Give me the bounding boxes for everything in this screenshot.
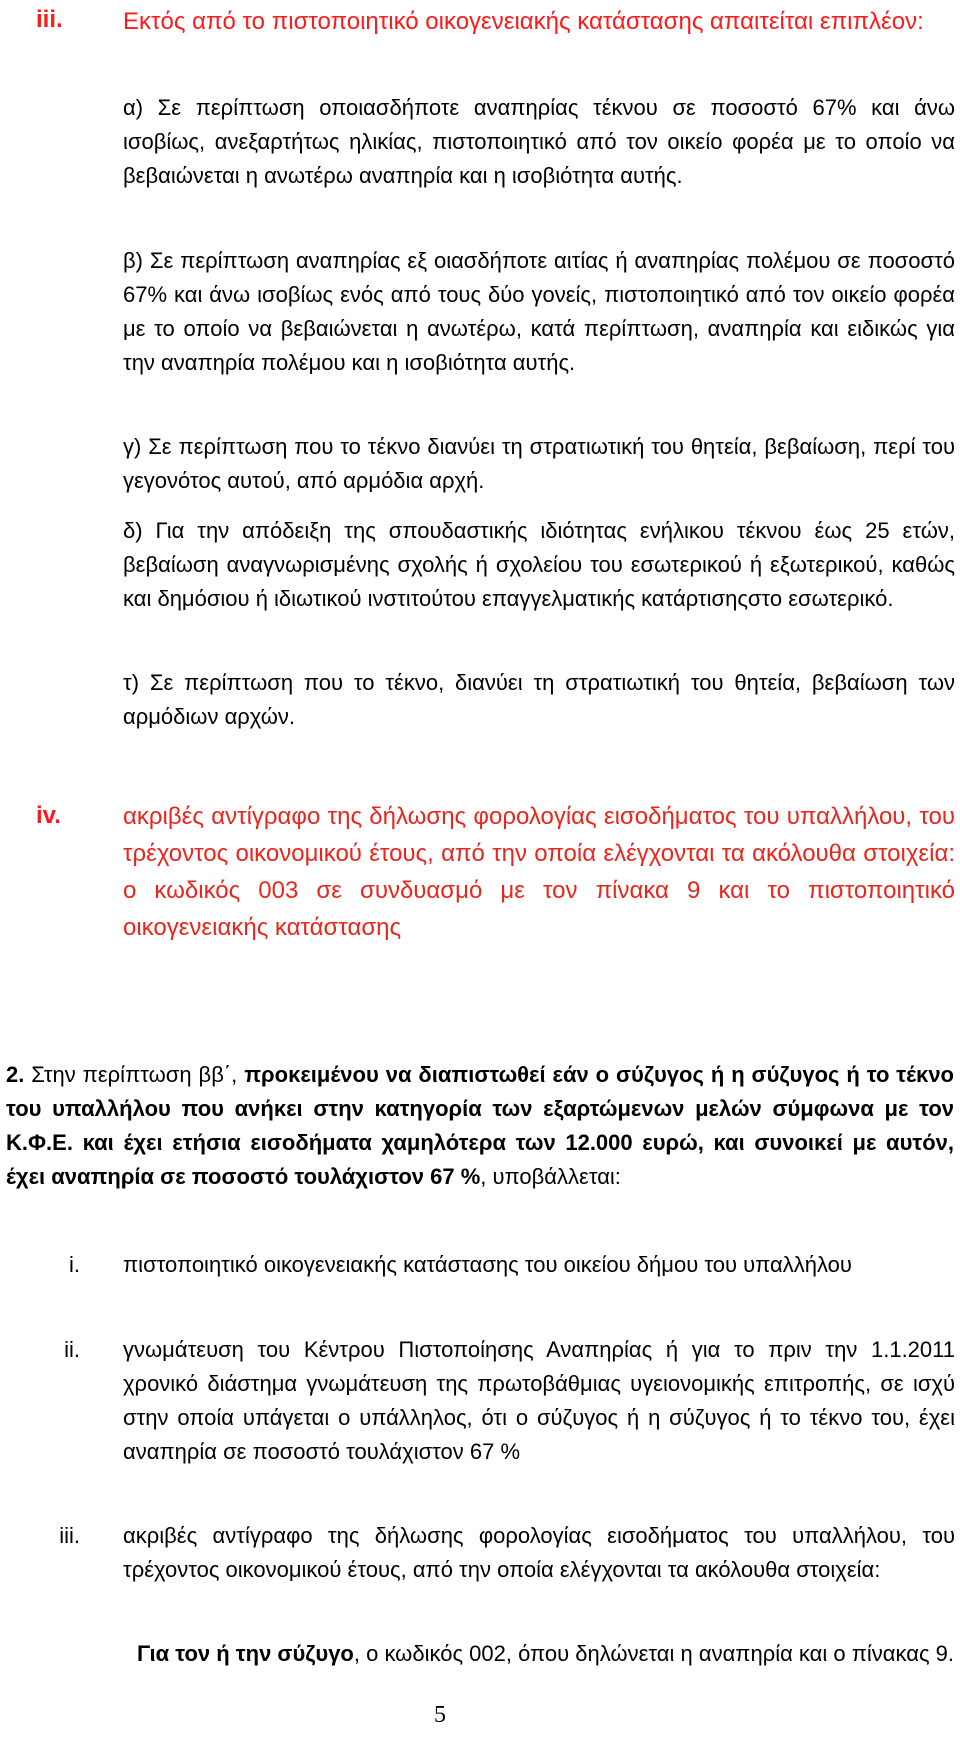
paragraph-b: β) Σε περίπτωση αναπηρίας εξ οιασδήποτε αιτίας ή αναπηρίας πολέμου σε ποσοστό 67% και άνω ισοβίως ενός από τους δύο γονείς, πιστοποιητικό από τον οικείο φορέα με το οποίο να βεβαιώνεται η ανωτέρω, κατά περίπτωση, αναπηρία και ειδικώς για την αναπηρία πολέμου και η ισοβιότητα αυτής. xyxy=(123,248,955,375)
spouse-paragraph xyxy=(137,1637,955,1671)
list-item-marker: iii. xyxy=(59,1523,80,1548)
section-iii-marker: iii. xyxy=(36,6,63,33)
page-number: 5 xyxy=(434,1702,446,1728)
list-item: πιστοποιητικό οικογενειακής κατάστασης του οικείου δήμου του υπαλλήλου xyxy=(123,1252,852,1277)
section-iv-marker: iv. xyxy=(36,802,61,829)
paragraph-d: δ) Για την απόδειξη της σπουδαστικής ιδιότητας ενήλικου τέκνου έως 25 ετών, βεβαίωση αναγνωρισμένης σχολής ή σχολείου του εσωτερικού ή εξωτερικού, καθώς και δημόσιου ή ιδιωτικού ινστιτούτου επαγγελματικής κατάρτισηςστο εσωτερικό. xyxy=(123,518,955,611)
paragraph-c: γ) Σε περίπτωση που το τέκνο διανύει τη στρατιωτική του θητεία, βεβαίωση, περί του γεγονότος αυτού, από αρμόδια αρχή. xyxy=(123,434,955,493)
section-2-bold-text: προκειμένου να διαπιστωθεί εάν ο σύζυγος ή η σύζυγος ή το τέκνο του υπαλλήλου που ανήκει στην κατηγορία των εξαρτώμενων μελών σύμφωνα με τον Κ.Φ.Ε. και έχει ετήσια εισοδήματα χαμηλότερα των 12.000 ευρώ, και συνοικεί με αυτόν, έχει αναπηρία σε ποσοστό τουλάχιστον 67 % xyxy=(6,1062,954,1189)
section-2-lead: Στην περίπτωση ββ΄, xyxy=(24,1062,245,1087)
list-item: ακριβές αντίγραφο της δήλωσης φορολογίας εισοδήματος του υπαλλήλου, του τρέχοντος οικονομικού έτους, από την οποία ελέγχονται τα ακόλουθα στοιχεία: xyxy=(123,1523,955,1582)
paragraph-t: τ) Σε περίπτωση που το τέκνο, διανύει τη στρατιωτική του θητεία, βεβαίωση των αρμόδιων αρχών. xyxy=(123,670,955,729)
section-2-intro xyxy=(6,1058,954,1194)
spouse-rest: , ο κωδικός 002, όπου δηλώνεται η αναπηρία και ο πίνακας 9. xyxy=(353,1641,955,1666)
list-item: γνωμάτευση του Κέντρου Πιστοποίησης Αναπηρίας ή για το πριν την 1.1.2011 χρονικό διάστημα γνωμάτευση της πρωτοβάθμιας υγειονομικής επιτροπής, σε ισχύ στην οποία υπάγεται ο υπάλληλος, ότι ο σύζυγος ή η σύζυγος ή το τέκνο του, έχει αναπηρία σε ποσοστό τουλάχιστον 67 % xyxy=(123,1337,955,1464)
section-2-number: 2. xyxy=(6,1062,25,1087)
section-iv-text: ακριβές αντίγραφο της δήλωσης φορολογίας εισοδήματος του υπαλλήλου, του τρέχοντος οικονομικού έτους, από την οποία ελέγχονται τα ακόλουθα στοιχεία: ο κωδικός 003 σε συνδυασμό με τον πίνακα 9 και το πιστοποιητικό οικογενειακής κατάστασης xyxy=(123,803,955,941)
paragraph-a: α) Σε περίπτωση οποιασδήποτε αναπηρίας τέκνου σε ποσοστό 67% και άνω ισοβίως, ανεξαρτήτως ηλικίας, πιστοποιητικό από τον οικείο φορέα με το οποίο να βεβαιώνεται η ανωτέρω αναπηρία και η ισοβιότητα αυτής. xyxy=(123,95,955,188)
spouse-bold-label: Για τον ή την σύζυγο xyxy=(137,1641,354,1666)
section-2-tail: , υποβάλλεται: xyxy=(480,1164,621,1189)
list-item-marker: ii. xyxy=(64,1337,80,1362)
section-iii-heading: Εκτός από το πιστοποιητικό οικογενειακής κατάστασης απαιτείται επιπλέον: xyxy=(123,8,924,35)
list-item-marker: i. xyxy=(69,1252,80,1277)
